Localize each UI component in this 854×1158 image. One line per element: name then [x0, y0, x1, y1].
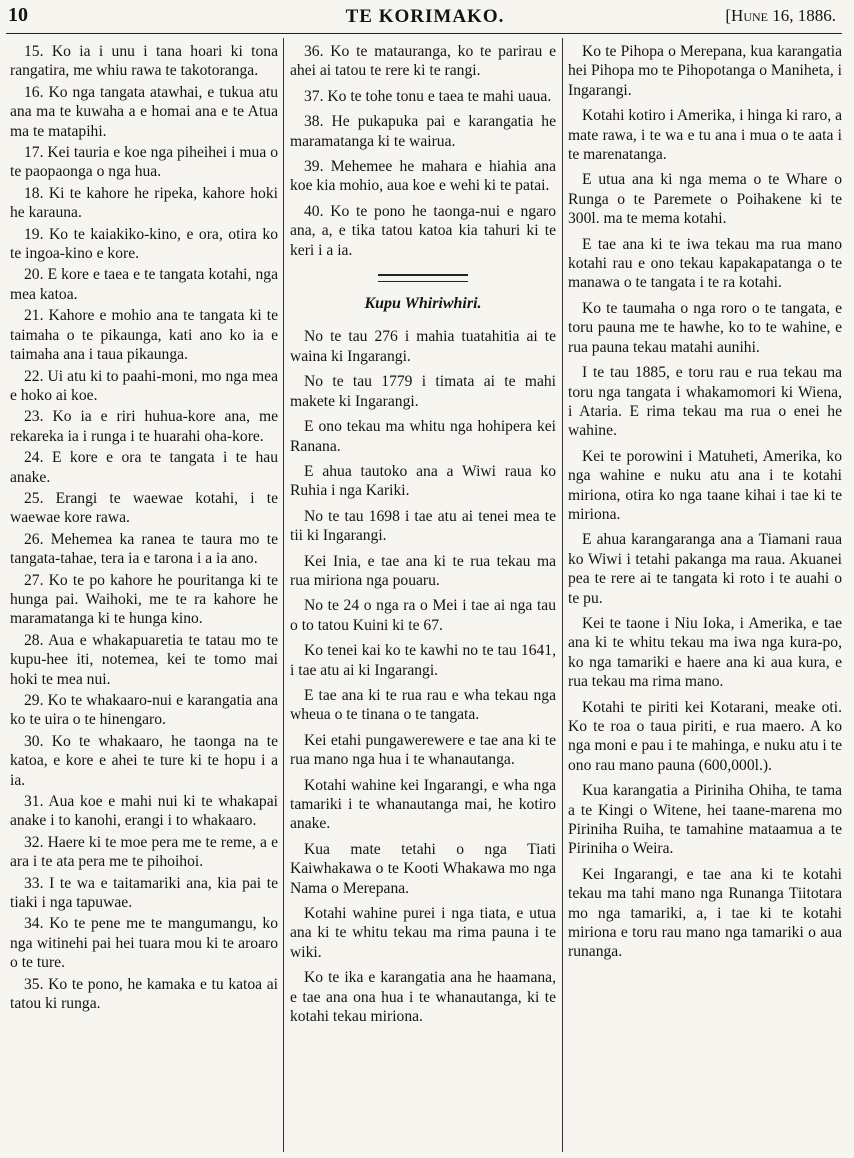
paragraph: 28. Aua e whakapuaretia te tatau mo te kupu-hee iti, notemea, kei te tomo mai hoki te mea nui. — [10, 631, 278, 688]
column-2 — [290, 42, 556, 1032]
paragraph: No te tau 276 i mahia tuatahitia ai te waina ki Ingarangi. — [290, 328, 556, 365]
paragraph: 19. Ko te kaiakiko-kino, e ora, otira ko te ingoa-kino e kore. — [10, 225, 278, 263]
newspaper-title: TE KORIMAKO. — [345, 6, 505, 27]
paragraph: No te tau 1698 i tae atu ai tenei mea te tii ki Ingarangi. — [290, 507, 556, 545]
paragraph: Kei Ingarangi, e tae ana ki te kotahi tekau ma tahi mano nga Runanga Tiitotara mo nga tamariki, a, i tae ki te kotahi miriona e toru rau mano nga tamariki o aua runanga. — [568, 865, 842, 961]
header-rule — [6, 33, 842, 34]
paragraph: Ko tenei kai ko te kawhi no te tau 1641, i tae atu ai ki Ingarangi. — [290, 642, 556, 679]
column-divider-1 — [283, 38, 284, 1152]
paragraph: 29. Ko te whakaaro-nui e karangatia ana ko te uira o te hinengaro. — [10, 692, 278, 729]
paragraph: 36. Ko te matauranga, ko te parirau e ahei ai tatou te rere ki te rangi. — [290, 43, 556, 80]
paragraph: 15. Ko ia i unu i tana hoari ki tona rangatira, me whiu rawa te takotoranga. — [10, 43, 278, 80]
paragraph: Kua karangatia a Piriniha Ohiha, te tama a te Kingi o Witene, hei taane-marena mo Piriniha Ruiha, te tamahine mataamua a te Piriniha o Weira. — [568, 782, 842, 858]
paragraph: 23. Ko ia e riri huhua-kore ana, me rekareka ia i runga i te huarahi oha-kore. — [10, 408, 278, 445]
page-number: 10 — [8, 4, 28, 26]
paragraph: 32. Haere ki te moe pera me te reme, a e ara i te ata pera me te pihoihoi. — [10, 833, 278, 871]
paragraph: Kotahi te piriti kei Kotarani, meake oti. Ko te roa o taua piriti, e rua maero. A ko nga moni e pau i te mahinga, e nuku atu i te ono rau mano pauna (600,000l.). — [568, 698, 842, 774]
paragraph: 22. Ui atu ki to paahi-moni, mo nga mea e hoko ai koe. — [10, 367, 278, 404]
paragraph: Kotahi wahine purei i nga tiata, e utua ana ki te whitu tekau ma rima pauna i te wiki. — [290, 905, 556, 961]
paragraph: I te tau 1885, e toru rau e rua tekau ma toru nga tangata i whakamomori ki Wiena, i Ataria. E rima tekau ma rua o enei he wahine. — [568, 364, 842, 440]
paragraph: Kotahi kotiro i Amerika, i hinga ki raro, a mate rawa, i te wa e tu ana i mua o te aata i te marenatanga. — [568, 107, 842, 164]
paragraph: No te 24 o nga ra o Mei i tae ai nga tau o to tatou Kuini ki te 67. — [290, 597, 556, 634]
paragraph: Ko te Pihopa o Merepana, kua karangatia hei Pihopa mo te Pihopotanga o Maniheta, i Ingarangi. — [568, 43, 842, 99]
column-1 — [10, 42, 278, 1016]
paragraph: Kei etahi pungawerewere e tae ana ki te rua mano nga hua i te whanautanga. — [290, 731, 556, 769]
paragraph: 24. E kore e ora te tangata i te hau anake. — [10, 449, 278, 486]
paragraph: 31. Aua koe e mahi nui ki te whakapai anake i to kanohi, erangi i to whakaaro. — [10, 793, 278, 830]
paragraph: Kei Inia, e tae ana ki te rua tekau ma rua miriona nga pouaru. — [290, 552, 556, 589]
paragraph: Kotahi wahine kei Ingarangi, e wha nga tamariki i te whanautanga mai, he kotiro anake. — [290, 776, 556, 833]
paragraph: 26. Mehemea ka ranea te taura mo te tangata-tahae, tera ia e tarona i a ia ano. — [10, 530, 278, 568]
paragraph: 40. Ko te pono he taonga-nui e ngaro ana, a, e tika tatou katoa kia tahuri ki te keri i a ia. — [290, 202, 556, 259]
paragraph: Kei te porowini i Matuheti, Amerika, ko nga wahine e nuku atu ana i te kotahi miriona, otira ko nga taane kihai i tae ki te miriona. — [568, 447, 842, 523]
column-divider-2 — [562, 38, 563, 1152]
paragraph: 33. I te wa e taitamariki ana, kia pai te tiaki i nga tapuwae. — [10, 874, 278, 912]
paragraph: 30. Ko te whakaaro, he taonga na te katoa, e kore e ahei te ture ki te hopu i a ia. — [10, 732, 278, 789]
paragraph: 18. Ki te kahore he ripeka, kahore hoki he karauna. — [10, 184, 278, 222]
column-3 — [568, 42, 842, 968]
section-heading: Kupu Whiriwhiri. — [364, 295, 482, 313]
paragraph: No te tau 1779 i timata ai te mahi makete ki Ingarangi. — [290, 373, 556, 410]
paragraph: 20. E kore e taea e te tangata kotahi, nga mea katoa. — [10, 266, 278, 303]
paragraph: Kua mate tetahi o nga Tiati Kaiwhakawa o te Kooti Whakawa mo nga Nama o Merepana. — [290, 840, 556, 897]
proverbs-continued — [290, 42, 556, 260]
paragraph: 34. Ko te pene me te mangumangu, ko nga witinehi pai hei tuara mou ki te aroaro o te ture. — [10, 915, 278, 972]
page-header — [6, 2, 844, 32]
paragraph: E ahua karangaranga ana a Tiamani raua ko Wiwi i tetahi pakanga ma raua. Akuanei pea te rere ai te tangata ki roto i te auahi o te pu. — [568, 531, 842, 607]
paragraph: 25. Erangi te waewae kotahi, i te waewae kore rawa. — [10, 489, 278, 527]
paragraph: 17. Kei tauria e koe nga piheihei i mua o te paopaonga o nga hua. — [10, 144, 278, 181]
paragraph: Ko te ika e karangatia ana he haamana, e tae ana ona hua i te whanautanga, ki te kotahi tekau miriona. — [290, 969, 556, 1026]
paragraph: 39. Mehemee he mahara e hiahia ana koe kia mohio, aua koe e wehi ki te patai. — [290, 158, 556, 195]
paragraph: E ahua tautoko ana a Wiwi raua ko Ruhia i nga Kariki. — [290, 462, 556, 500]
news-items — [290, 327, 556, 1026]
issue-date: [Hune 16, 1886. — [725, 6, 836, 25]
paragraph: 37. Ko te tohe tonu e taea te mahi uaua. — [304, 87, 552, 105]
paragraph: 38. He pukapuka pai e karangatia he maramatanga ki te wairua. — [290, 113, 556, 150]
paragraph: E utua ana ki nga mema o te Whare o Runga o te Paremete o Poihakene ki te 300l. ma te mema kotahi. — [568, 171, 842, 228]
paragraph: 16. Ko nga tangata atawhai, e tukua atu ana ma te kuwaha a e homai ana e te Atua ma te matapihi. — [10, 83, 278, 140]
paragraph: 35. Ko te pono, he kamaka e tu katoa ai tatou ki runga. — [10, 975, 278, 1013]
paragraph: Kei te taone i Niu Ioka, i Amerika, e tae ana ki te whitu tekau ma iwa nga kura-po, ko nga tamariki e haere ana ki aua kura, e rua tekau ma rima mano. — [568, 614, 842, 691]
paragraph: 21. Kahore e mohio ana te tangata ki te taimaha o te pikaunga, kati ano ko ia e taimaha ana i taua pikaunga. — [10, 307, 278, 364]
paragraph: E tae ana ki te rua rau e wha tekau nga wheua o te tinana o te tangata. — [290, 686, 556, 724]
paragraph: 27. Ko te po kahore he pouritanga ki te hunga pai. Waihoki, me te ra kahore he maramatanga ki te hunga kino. — [10, 571, 278, 628]
paragraph: E tae ana ki te iwa tekau ma rua mano kotahi rau e ono tekau kapakapatanga o te manawa o te tangata i te ra kotahi. — [568, 235, 842, 292]
section-divider — [378, 274, 468, 282]
paragraph: Ko te taumaha o nga roro o te tangata, e toru pauna me te hawhe, ko to te wahine, e rua pauna tekau matahi aunihi. — [568, 299, 842, 356]
paragraph: E ono tekau ma whitu nga hohipera kei Ranana. — [290, 418, 556, 455]
